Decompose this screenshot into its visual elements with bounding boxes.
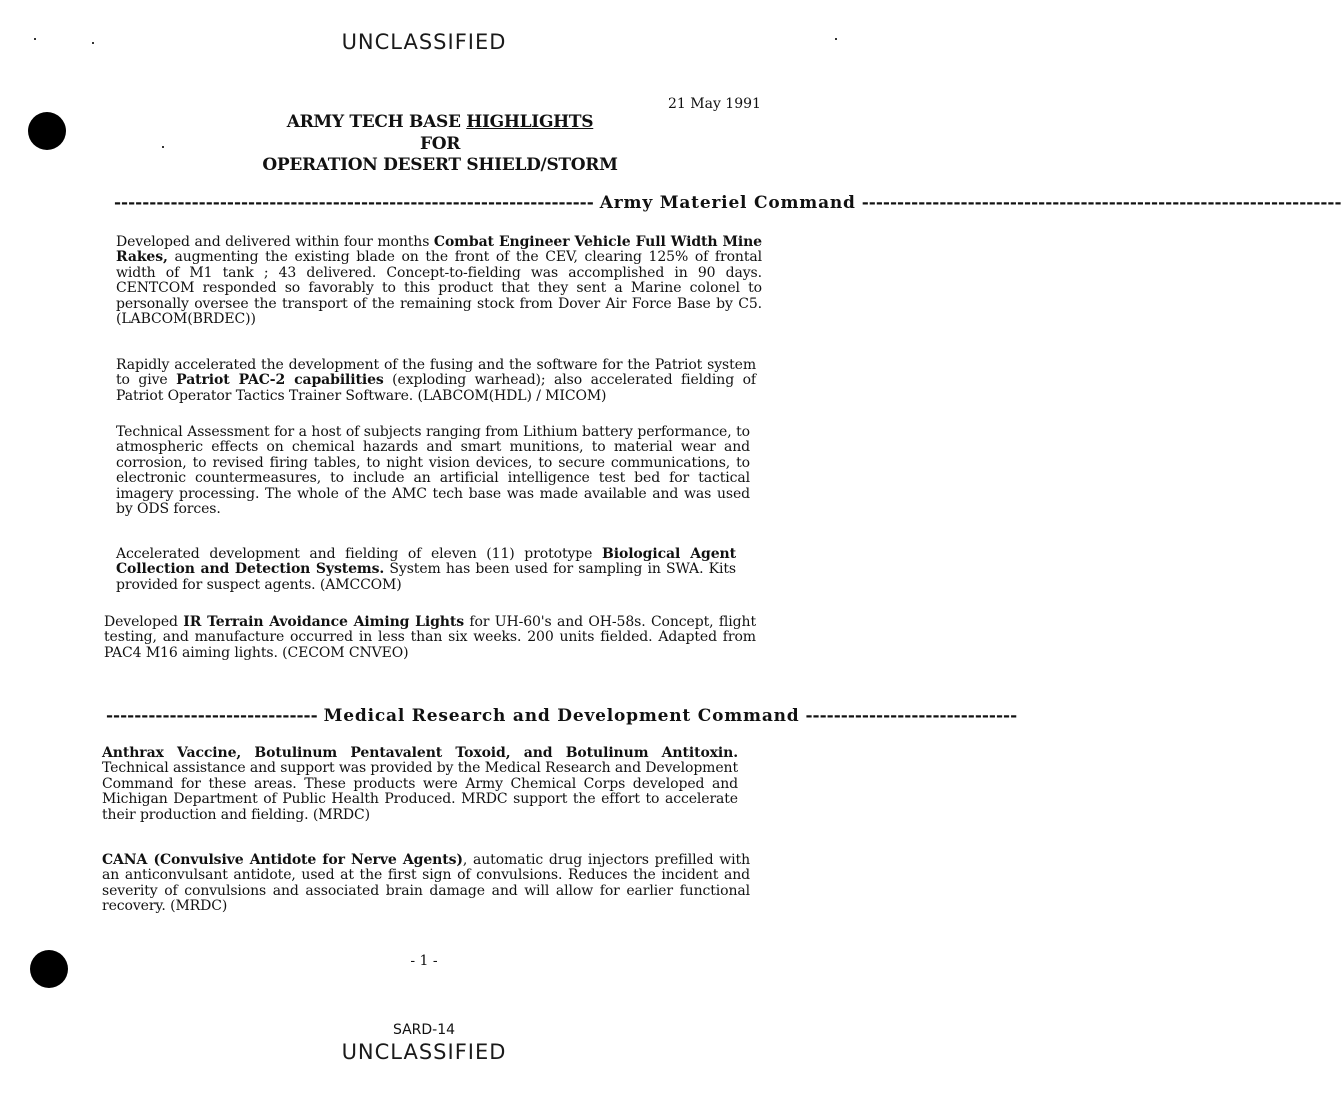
para-bold: CANA (Convulsive Antidote for Nerve Agents) (102, 852, 463, 868)
para-text: Rapidly accelerated the development of the fusing and the software for the Patriot system to give (116, 357, 756, 389)
para-bold: IR Terrain Avoidance Aiming Lights (183, 614, 465, 630)
para-text: (exploding warhead); also accelerated fielding of Patriot Operator Tactics Trainer Software. (LABCOM(HDL) / MICOM) (116, 372, 756, 404)
dash-rule: ------------------------------ (106, 706, 318, 726)
paragraph-biological-agent (116, 547, 736, 593)
section-heading-mrdc (106, 706, 1018, 726)
page-number: - 1 - (410, 953, 438, 969)
section-heading-label: Medical Research and Development Command (323, 706, 800, 726)
para-bold: Anthrax Vaccine, Botulinum Pentavalent Toxoid, and Botulinum Antitoxin. (102, 745, 738, 761)
para-text: for UH-60's and OH-58s. Concept, flight testing, and manufacture occurred in less than six weeks. 200 units fielded. Adapted from PAC4 M16 aiming lights. (CECOM CNVEO) (104, 614, 756, 661)
classification-header: UNCLASSIFIED (341, 30, 507, 54)
document-title-line3: OPERATION DESERT SHIELD/STORM (262, 155, 618, 175)
para-text: System has been used for sampling in SWA. Kits provided for suspect agents. (AMCCOM) (116, 561, 737, 593)
para-bold: Combat Engineer Vehicle Full Width Mine Rakes, (116, 234, 762, 266)
document-id: SARD-14 (392, 1022, 456, 1038)
paragraph-technical-assessment (116, 425, 750, 517)
para-text: Technical assistance and support was provided by the Medical Research and Development Command for these areas. These products were Army Chemical Corps developed and Michigan Department of Public Health Produced. MRDC support the effort to accelerate their production and fielding. (MRDC) (102, 760, 738, 823)
title-highlights: HIGHLIGHTS (466, 112, 594, 132)
paragraph-anthrax (102, 746, 738, 823)
para-text: , automatic drug injectors prefilled with an anticonvulsant antidote, used at the first sign of convulsions. Reduces the incident and severity of convulsions and associated brain damage and will allow for earlier functional recovery. (MRDC) (102, 852, 750, 915)
para-text: augmenting the existing blade on the front of the CEV, clearing 125% of frontal width of M1 tank ; 43 delivered. Concept-to-fielding was accomplished in 90 days. CENTCOM responded so favorably to this product that they sent a Marine colonel to personally oversee the transport of the remaining stock from Dover Air Force Base by C5. (LABCOM(BRDEC)) (116, 249, 762, 328)
section-heading-amc (114, 193, 1342, 213)
document-title-line2: FOR (419, 134, 461, 154)
dash-rule: -------------------------------------------------------------------- (861, 193, 1342, 213)
title-part: ARMY TECH BASE (286, 112, 467, 132)
para-text: Developed (104, 614, 184, 630)
para-text: Developed and delivered within four months (116, 234, 434, 250)
para-text: Accelerated development and fielding of eleven (11) prototype (116, 546, 603, 562)
dash-rule: ------------------------------ (805, 706, 1018, 726)
scan-speck (162, 146, 164, 148)
dash-rule: -------------------------------------------------------------------- (114, 193, 594, 213)
paragraph-ir-terrain (104, 615, 756, 661)
para-text: Technical Assessment for a host of subjects ranging from Lithium battery performance, to atmospheric effects on chemical hazards and smart munitions, to material wear and corrosion, to revised firing tables, to night vision devices, to secure communications, to electronic countermeasures, to include an artificial intelligence test bed for tactical imagery processing. The whole of the AMC tech base was made available and was used by ODS forces. (116, 424, 750, 518)
paragraph-cev-mine-rakes (116, 235, 762, 327)
paragraph-cana (102, 853, 750, 915)
paragraph-patriot (116, 358, 756, 404)
document-date: 21 May 1991 (668, 96, 761, 112)
para-bold: Biological Agent Collection and Detection Systems. (116, 546, 736, 578)
section-heading-label: Army Materiel Command (599, 193, 856, 213)
classification-footer: UNCLASSIFIED (341, 1040, 507, 1064)
punch-hole-top (28, 112, 66, 150)
document-title-line1 (200, 112, 680, 132)
para-bold: Patriot PAC-2 capabilities (176, 372, 384, 389)
